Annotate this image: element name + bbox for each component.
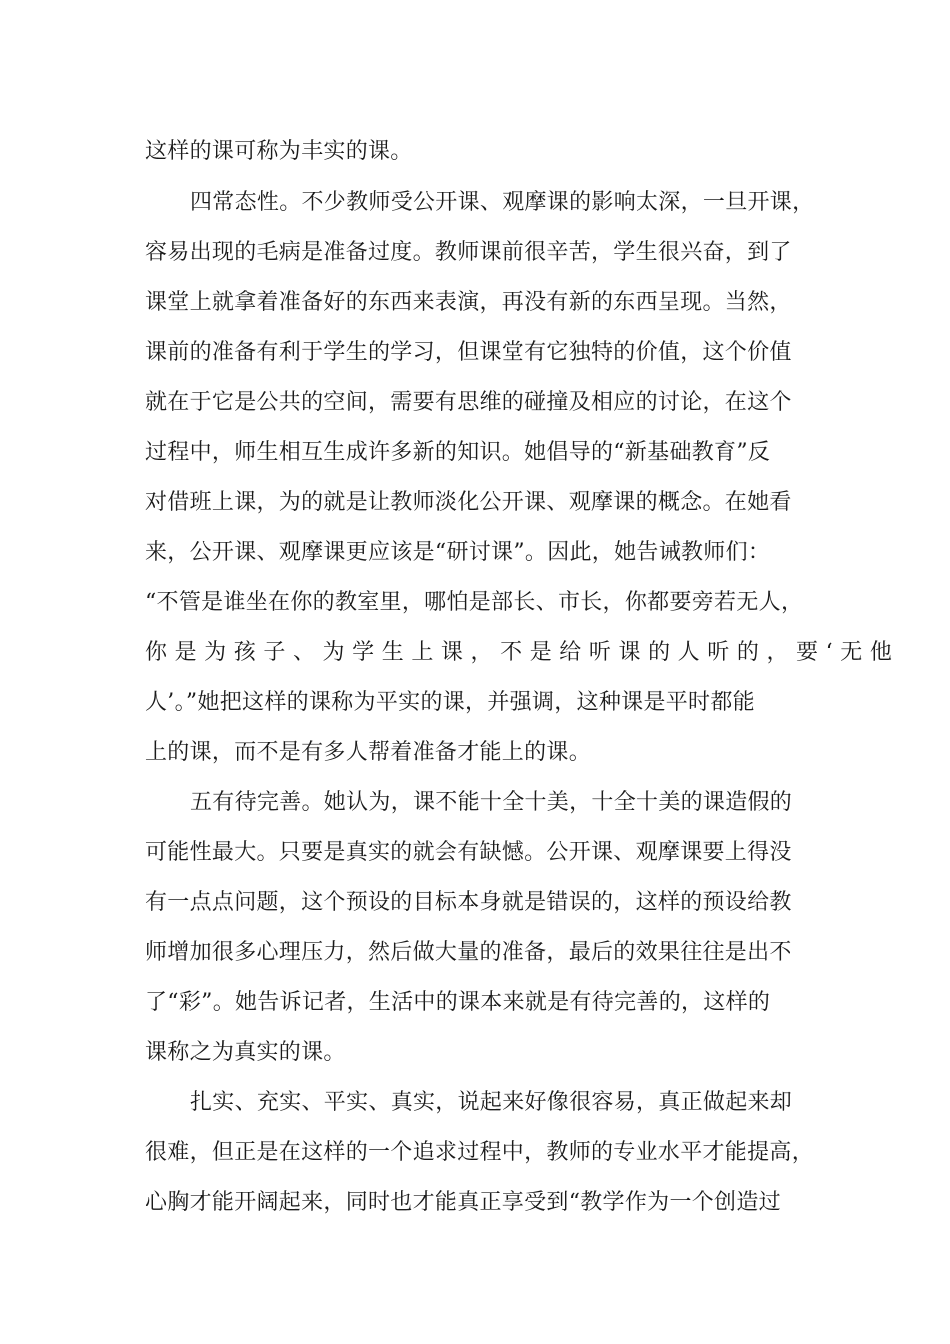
text-line: 来，公开课、观摩课更应该是“研讨课”。因此，她告诫教师们：	[145, 540, 771, 565]
text-line: 课堂上就拿着准备好的东西来表演，再没有新的东西呈现。当然，	[145, 290, 792, 315]
text-line: 很难，但正是在这样的一个追求过程中，教师的专业水平才能提高，	[145, 1140, 815, 1165]
text-line: 了“彩”。她告诉记者，生活中的课本来就是有待完善的，这样的	[145, 990, 771, 1015]
paragraph-start-line: 四常态性。不少教师受公开课、观摩课的影响太深，一旦开课，	[190, 190, 815, 215]
text-line: 可能性最大。只要是真实的就会有缺憾。公开课、观摩课要上得没	[145, 840, 792, 865]
text-line: 你 是 为 孩 子 、 为 学 生 上 课 ， 不 是 给 听 课 的 人 听 的 ， 要 ‘ 无 他	[145, 640, 893, 665]
text-line: 心胸才能开阔起来，同时也才能真正享受到“教学作为一个创造过	[145, 1190, 781, 1215]
text-line: 上的课，而不是有多人帮着准备才能上的课。	[145, 740, 592, 765]
paragraph-start-line: 五有待完善。她认为，课不能十全十美，十全十美的课造假的	[190, 790, 793, 815]
text-line: 师增加很多心理压力，然后做大量的准备，最后的效果往往是出不	[145, 940, 792, 965]
text-line: 课前的准备有利于学生的学习，但课堂有它独特的价值，这个价值	[145, 340, 792, 365]
text-line: 人’。”她把这样的课称为平实的课，并强调，这种课是平时都能	[145, 690, 755, 715]
text-line: “不管是谁坐在你的教室里，哪怕是部长、市长，你都要旁若无人，	[145, 590, 804, 615]
text-line: 容易出现的毛病是准备过度。教师课前很辛苦，学生很兴奋，到了	[145, 240, 792, 265]
paragraph-start-line: 扎实、充实、平实、真实，说起来好像很容易，真正做起来却	[190, 1090, 793, 1115]
text-line: 有一点点问题，这个预设的目标本身就是错误的，这样的预设给教	[145, 890, 792, 915]
text-line-1: 这样的课可称为丰实的课。	[145, 139, 413, 164]
text-line: 对借班上课，为的就是让教师淡化公开课、观摩课的概念。在她看	[145, 490, 792, 515]
text-line: 就在于它是公共的空间，需要有思维的碰撞及相应的讨论，在这个	[145, 390, 792, 415]
text-line: 过程中，师生相互生成许多新的知识。她倡导的“新基础教育”反	[145, 440, 771, 465]
text-line: 课称之为真实的课。	[145, 1040, 346, 1065]
